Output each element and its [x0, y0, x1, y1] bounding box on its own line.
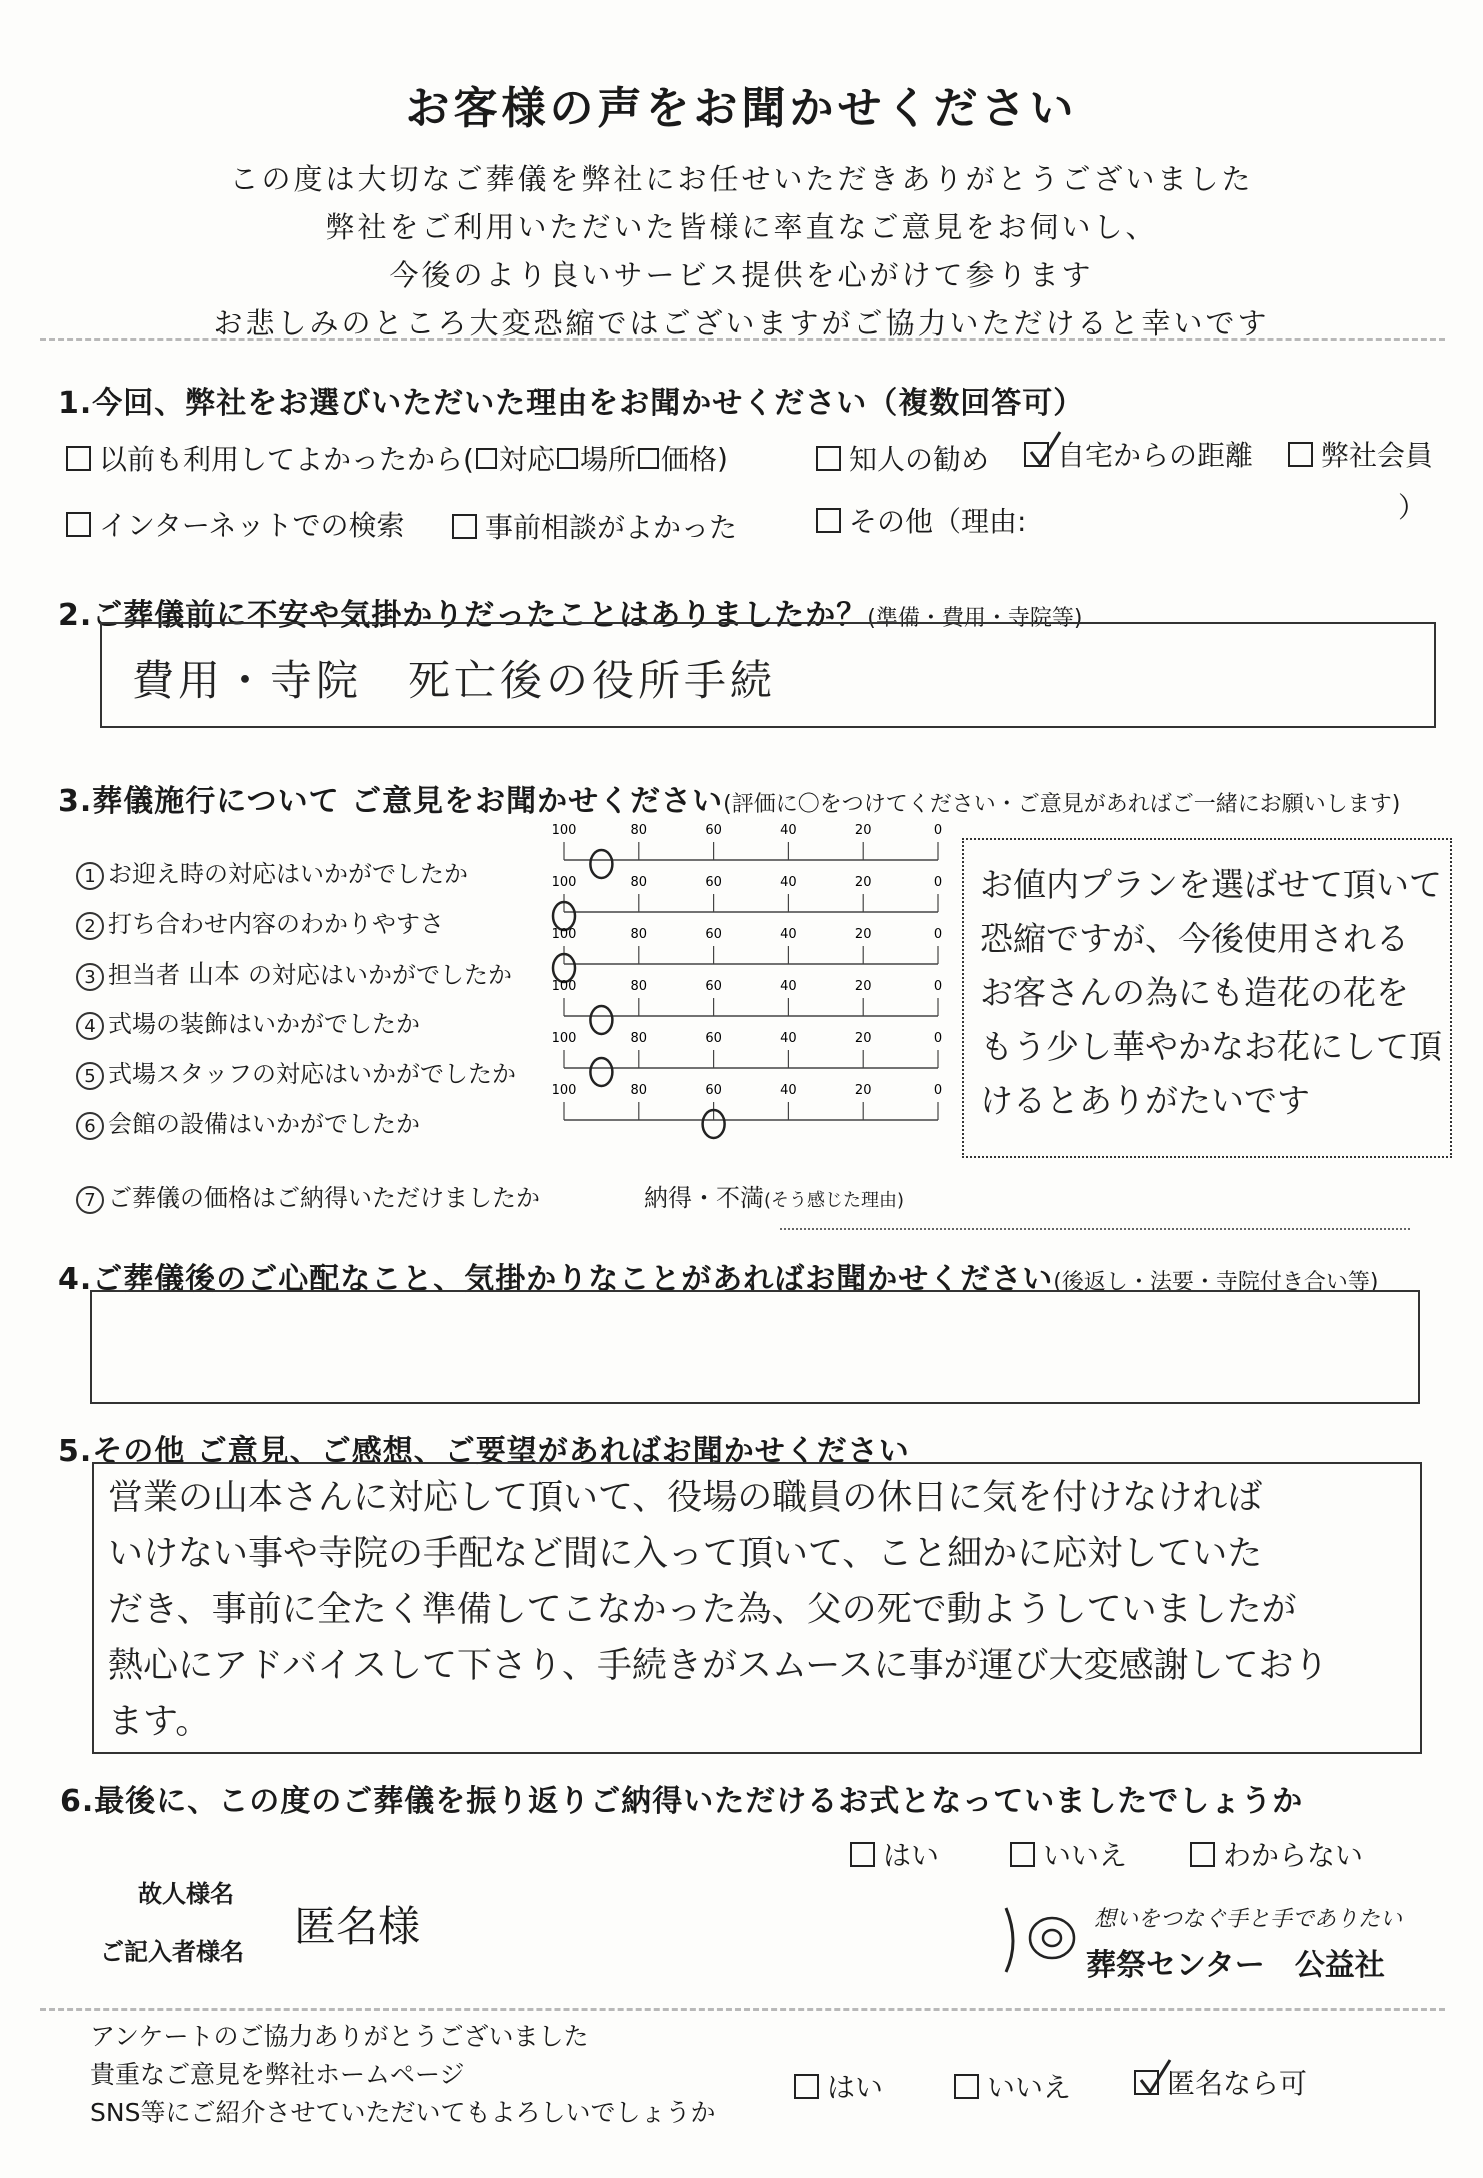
scale-tick-label: 100 [551, 1083, 577, 1098]
rating-scales[interactable] [540, 816, 960, 1166]
q4-answer-box[interactable] [90, 1290, 1420, 1404]
footer-option-no[interactable]: いいえ [954, 2066, 1071, 2106]
rating-row[interactable] [552, 979, 943, 1034]
intro-text [0, 155, 1483, 347]
scale-tick-label: 100 [551, 927, 577, 942]
scale-tick-label: 0 [933, 875, 943, 890]
scale-tick-label: 100 [551, 979, 577, 994]
q6-option-no[interactable]: いいえ [1010, 1834, 1127, 1874]
footer-option-anonymous[interactable]: 匿名なら可 [1134, 2062, 1307, 2102]
divider [40, 2008, 1445, 2011]
scale-tick-label: 40 [780, 823, 797, 838]
q1-option-distance[interactable]: 自宅からの距離 [1024, 434, 1253, 474]
staff-name-handwritten: 山本 [188, 960, 241, 990]
checkbox[interactable] [816, 446, 841, 471]
q1-option-member[interactable]: 弊社会員 [1288, 434, 1433, 474]
q3-price-choice[interactable]: 納得・不満(そう感じた理由) [644, 1184, 905, 1212]
q6-option-unknown[interactable]: わからない [1190, 1834, 1363, 1874]
q1-option-previous[interactable]: 以前も利用してよかったから( 対応 場所 価格 ) [66, 438, 728, 478]
intro-line: この度は大切なご葬儀を弊社にお任せいただきありがとうございました [229, 162, 1254, 196]
company-slogan: 想いをつなぐ手と手でありたい [1094, 1907, 1403, 1932]
q3-comment-box[interactable] [962, 838, 1452, 1158]
q1-option-internet[interactable]: インターネットでの検索 [66, 504, 404, 544]
scale-tick-label: 100 [551, 875, 577, 890]
checkbox[interactable] [1288, 442, 1313, 467]
q3-item-4: 4 式場の装飾はいかがでしたか [76, 1004, 420, 1040]
scale-tick-label: 20 [854, 823, 872, 838]
rating-circle-mark [590, 1058, 612, 1086]
checkbox[interactable] [452, 514, 477, 539]
intro-line: 弊社をご利用いただいた皆様に率直なご意見をお伺いし、 [325, 210, 1158, 244]
checkbox[interactable] [1010, 1842, 1035, 1867]
q6-option-yes[interactable]: はい [850, 1834, 939, 1874]
scale-tick-label: 20 [854, 979, 872, 994]
scale-tick-label: 100 [551, 1031, 577, 1046]
footer-text: アンケートのご協力ありがとうございました 貴重なご意見を弊社ホームページ SNS等にご紹介させていただいてもよろしいでしょうか [90, 2022, 716, 2127]
q3-item-2: 2 打ち合わせ内容のわかりやすさ [76, 904, 444, 940]
scale-tick-label: 100 [551, 823, 577, 838]
scale-tick-label: 20 [854, 1031, 872, 1046]
deceased-name-label: 故人様名 [138, 1880, 234, 1908]
q2-answer-box[interactable] [100, 622, 1436, 728]
scale-tick-label: 40 [780, 875, 797, 890]
q4-title: 4.ご葬儀後のご心配なこと、気掛かりなことがあればお聞かせください(後返し・法要・寺院付き合い等) [58, 1262, 1379, 1297]
q6-title: 6.最後に、この度のご葬儀を振り返りご納得いただけるお式となっていましたでしょうか [60, 1784, 1304, 1819]
checkbox[interactable] [638, 448, 659, 469]
rating-row[interactable] [552, 1083, 943, 1138]
checkbox[interactable] [476, 448, 497, 469]
q2-answer: 費用・寺院 死亡後の役所手続 [132, 656, 777, 705]
rating-row[interactable] [552, 823, 943, 878]
rating-row[interactable] [552, 927, 943, 982]
q3-title: 3.葬儀施行について ご意見をお聞かせください(評価に〇をつけてください・ご意見があればご一緒にお願いします) [58, 784, 1401, 819]
q5-answer: 営業の山本さんに対応して頂いて、役場の職員の休日に気を付けなければ いけない事や寺院の手配など間に入って頂いて、こと細かに応対していた だき、事前に全たく準備してこなかった為、父の死で動ようしていましたが 熱心にアドバイスして下さり、手続きがスムースに事が運び大変感謝しており ます。 [108, 1478, 1329, 1742]
q3-item-1: 1 お迎え時の対応はいかがでしたか [76, 854, 468, 890]
logo-mark-icon [1000, 1902, 1084, 1978]
checkbox-checked[interactable] [1134, 2070, 1159, 2095]
q3-item-price: 7 ご葬儀の価格はご納得いただけましたか [76, 1178, 540, 1214]
scale-tick-label: 20 [854, 875, 872, 890]
scale-tick-label: 80 [630, 875, 648, 890]
scale-tick-label: 60 [705, 927, 722, 942]
q3-item-3: 3 担当者 山本 の対応はいかがでしたか [76, 954, 512, 991]
q1-title: 1.今回、弊社をお選びいただいた理由をお聞かせください（複数回答可） [58, 386, 1085, 421]
checkbox[interactable] [66, 446, 91, 471]
scale-tick-label: 40 [780, 1031, 797, 1046]
q5-title: 5.その他 ご意見、ご感想、ご要望があればお聞かせください [58, 1434, 910, 1469]
scale-tick-label: 40 [780, 1083, 797, 1098]
scale-tick-label: 20 [854, 1083, 872, 1098]
q3-comment: お値内プランを選ばせて頂いて 恐縮ですが、今後使用される お客さんの為にも造花の花を もう少し華やかなお花にして頂 けるとありがたいです [980, 865, 1442, 1120]
scale-tick-label: 80 [630, 823, 648, 838]
page-title: お客様の声をお聞かせください [405, 83, 1078, 134]
q1-other-close: ） [1398, 491, 1427, 524]
check-mark-icon [1028, 430, 1062, 470]
scale-tick-label: 60 [705, 823, 722, 838]
scale-tick-label: 0 [933, 979, 943, 994]
writer-name-label: ご記入者様名 [100, 1938, 244, 1966]
scale-tick-label: 80 [630, 927, 648, 942]
writer-name-value: 匿名様 [294, 1902, 421, 1951]
scale-tick-label: 60 [705, 1083, 722, 1098]
scale-tick-label: 40 [780, 927, 797, 942]
scale-tick-label: 60 [705, 979, 722, 994]
q3-item-5: 5 式場スタッフの対応はいかがでしたか [76, 1054, 516, 1090]
q5-answer-box[interactable] [92, 1462, 1422, 1754]
divider [40, 338, 1445, 341]
company-name: 葬祭センター 公益社 [1086, 1948, 1385, 1983]
checkbox[interactable] [954, 2074, 979, 2099]
rating-circle-mark [590, 850, 612, 878]
checkbox[interactable] [816, 508, 841, 533]
q1-option-other[interactable]: その他（理由: [816, 500, 1026, 540]
checkbox[interactable] [794, 2074, 819, 2099]
scale-tick-label: 0 [933, 1083, 943, 1098]
q1-option-acquaintance[interactable]: 知人の勧め [816, 438, 989, 478]
price-reason-line [780, 1228, 1410, 1230]
q1-option-consult[interactable]: 事前相談がよかった [452, 506, 737, 546]
scale-tick-label: 80 [630, 1083, 648, 1098]
scale-tick-label: 60 [705, 875, 722, 890]
intro-line: 今後のより良いサービス提供を心がけて参ります [389, 258, 1094, 292]
rating-row[interactable] [552, 875, 943, 930]
checkbox[interactable] [66, 512, 91, 537]
q2-title: 2.ご葬儀前に不安や気掛かりだったことはありましたか？(準備・費用・寺院等) [58, 598, 1083, 633]
intro-line: お悲しみのところ大変恐縮ではございますがご協力いただけると幸いです [213, 306, 1270, 340]
scale-tick-label: 40 [780, 979, 797, 994]
scale-tick-label: 0 [933, 927, 943, 942]
scale-tick-label: 0 [933, 823, 943, 838]
checkbox[interactable] [557, 448, 578, 469]
checkbox-checked[interactable] [1024, 442, 1049, 467]
check-mark-icon [1138, 2058, 1172, 2098]
footer-option-yes[interactable]: はい [794, 2066, 883, 2106]
scale-tick-label: 0 [933, 1031, 943, 1046]
q3-item-6: 6 会館の設備はいかがでしたか [76, 1104, 420, 1140]
scale-tick-label: 80 [630, 979, 648, 994]
scale-tick-label: 60 [705, 1031, 722, 1046]
checkbox[interactable] [850, 1842, 875, 1867]
scale-tick-label: 20 [854, 927, 872, 942]
scale-tick-label: 80 [630, 1031, 648, 1046]
rating-circle-mark [590, 1006, 612, 1034]
checkbox[interactable] [1190, 1842, 1215, 1867]
rating-row[interactable] [552, 1031, 943, 1086]
company-logo [1000, 1902, 1084, 1982]
